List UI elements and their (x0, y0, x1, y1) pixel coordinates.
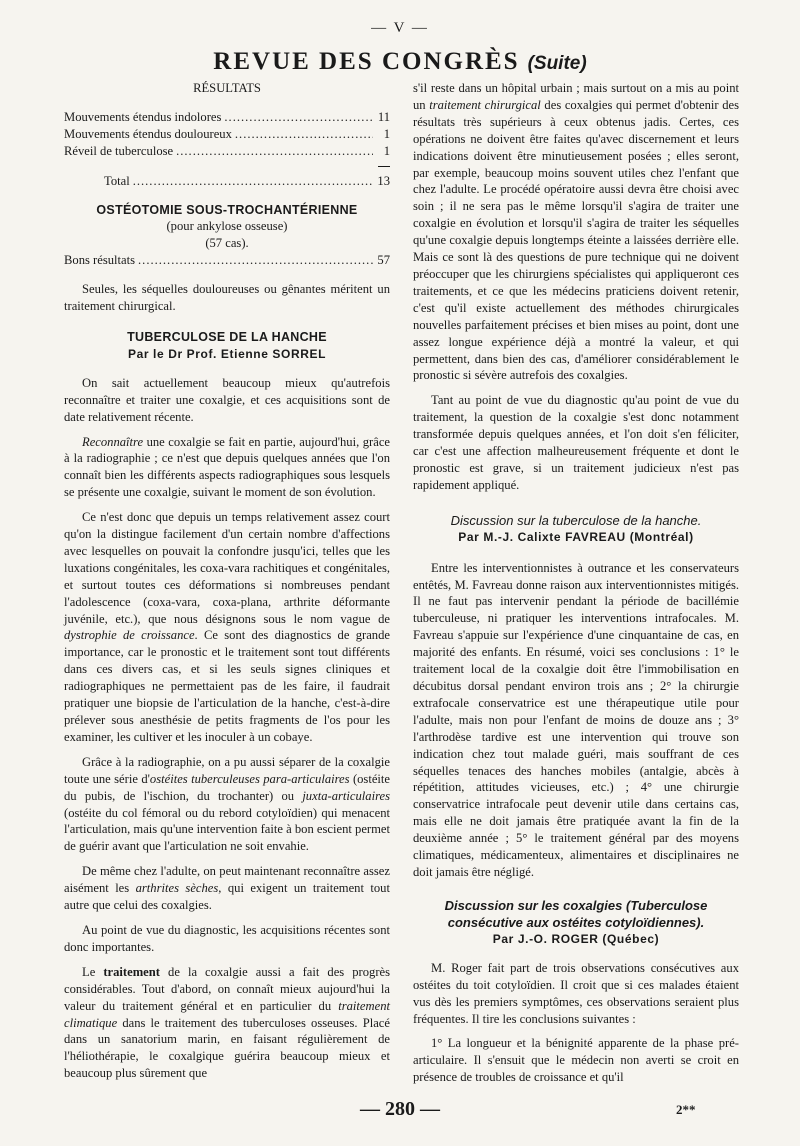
leader-dots (176, 143, 373, 160)
results-row-value: 1 (383, 143, 390, 158)
paragraph (64, 863, 390, 914)
osteotomie-heading: OSTÉOTOMIE SOUS-TROCHANTÉRIENNE (96, 202, 358, 217)
discussion-byline-roger: Par J.-O. ROGER (Québec) (492, 931, 660, 946)
paragraph (64, 754, 390, 855)
text: (ostéite du pubis, de l'ischion, du trochanter) ou (64, 771, 391, 803)
results-total-value: 13 (377, 173, 390, 188)
paragraph (64, 964, 390, 1082)
page-number: — 280 — (360, 1098, 440, 1120)
paragraph: Au point de vue du diagnostic, les acquisitions récentes sont donc importantes. (64, 922, 390, 954)
results-row (64, 126, 390, 143)
paragraph (413, 80, 739, 384)
page-title (0, 48, 800, 76)
text: , qui exigent un traitement tout autre que celui des coxalgies. (64, 881, 390, 913)
tb-heading: TUBERCULOSE DE LA HANCHE (127, 329, 327, 344)
text: une coxalgie se fait en partie, aujourd'hui, grâce à la radiographie ; ce n'est que depuis quelques années que l'on connaît bien les différents aspects radiographiques sous lesquels se présente une coxalgie, suivant le moment de son évolution. (64, 434, 390, 500)
results-row-value: 11 (377, 109, 390, 124)
emphasis: juxta-articulaires (302, 788, 390, 803)
total-rule (378, 166, 390, 167)
paragraph: Seules, les séquelles douloureuses ou gênantes méritent un traitement chirurgical. (64, 282, 390, 314)
leader-dots (133, 173, 373, 190)
emphasis: Reconnaître (82, 434, 144, 449)
text: dans le traitement des tuberculoses osseuses. Placé dans un sanatorium marin, en faisant régulièrement de l'héliothérapie, le coxalgique guérira beaucoup mieux et beaucoup plus sûrement que (64, 1015, 390, 1081)
results-total-row (64, 173, 390, 190)
paragraph: Tant au point de vue du diagnostic qu'au point de vue du traitement, la question de la coxalgie s'est donc notamment transformée depuis quelques années, et l'on doit s'en féliciter, car c'est une affection malheureusement fréquente et dont le pronostic est grave, si un traitement judicieux n'est pas rapidement appliqué. (413, 393, 739, 492)
signature-mark: 2** (676, 1102, 696, 1117)
results-total-label: Total (104, 173, 130, 188)
leader-dots (224, 109, 373, 126)
text: De même chez l'adulte, on peut maintenant reconnaître assez aisément les (64, 864, 390, 896)
results-row-label: Mouvements étendus indolores (64, 109, 222, 124)
paragraph (64, 434, 390, 502)
leader-dots (138, 252, 373, 269)
text: Grâce à la radiographie, on a pu aussi séparer de la coxalgie toute une série d' (64, 754, 390, 786)
emphasis: ostéites tuberculeuses para-articulaires (149, 771, 350, 786)
text: s'il reste dans un hôpital urbain ; mais surtout on a mis au point un (413, 81, 739, 112)
left-column (64, 80, 390, 1090)
osteotomie-sub2: (57 cas). (205, 236, 249, 251)
discussion-byline-favreau: Par M.-J. Calixte FAVREAU (Montréal) (458, 529, 694, 544)
text: Ce n'est donc que depuis un temps relativement assez court qu'on la distingue facilement d'un certain nombre d'affections avec lesquelles on pouvait la confondre jusqu'ici, telles que les luxations congénitales, les coxa-vara rachitiques et congénitales, et surtout toutes ces déformations si nombreuses pendant l'adolescence (coxa-vara, coxa-plana, arthrite déformante juvénile, etc.), que nous désignons sous le nom vague de (64, 510, 390, 626)
emphasis: traitement chirurgical (429, 97, 541, 112)
page-roman-numeral: — V — (371, 20, 429, 36)
text: (ostéite du col fémoral ou du rebord cotyloïdien) qui menacent l'articulation, mais qu'une intervention faite à bon escient permet de guérir avant que l'articulation ne soit envahie. (64, 805, 390, 854)
results-row (64, 109, 390, 126)
osteotomie-row (64, 252, 390, 269)
right-column (413, 80, 739, 1094)
results-row-label: Mouvements étendus douloureux (64, 126, 232, 141)
paragraph: Entre les interventionnistes à outrance et les conservateurs entêtés, M. Favreau donne raison aux interventionnistes mitigés. Il ne faut pas intervenir pendant la période de bacillémie tuberculeuse, ni pratiquer les interventions intrafocales. M. Favreau s'appuie sur l'expérience d'une cinquantaine de cas, en majorité des enfants. En résumé, voici ses conclusions : 1° le traitement local de la coxalgie doit être l'immobilisation en décubitus dorsal pendant environ trois ans ; 2° la chirurgie extrafocale conservatrice est une thérapeutique utile pour l'adulte, mais non pour l'enfant de moins de douze ans ; 3° l'arthrodèse tardive est une intervention qui trouve son indication chez tout malade guéri, mais souffrant de ces séquelles tenaces des hanches mobiles (antalgie, abcès à répétition, attitudes vicieuses, etc.) ; 4° une chirurgie conservatrice intrafocale peut devenir utile dans certains cas, mais elle ne doit jamais être pratiquée avant la fin de la deuxième année ; 5° le traitement général par des moyens climatiques, médicamenteux, alimentaires et disciplinaires ne doit jamais être négligé. (413, 560, 739, 879)
emphasis: traitement climatique (64, 998, 390, 1030)
text: de la coxalgie aussi a fait des progrès considérables. Tout d'abord, on connaît mieux aujourd'hui la valeur du traitement général et en particulier du (64, 964, 391, 1013)
osteotomie-sub1: (pour ankylose osseuse) (166, 219, 288, 234)
discussion-title-roger: Discussion sur les coxalgies (Tuberculose consécutive aux ostéites cotyloïdiennes). (444, 897, 708, 930)
emphasis: arthrites sèches (135, 881, 219, 896)
text: . Ce sont des diagnostics de grande importance, car le pronostic et le traitement sont tout différents dans ces divers cas, et si les seuls signes cliniques et radiographiques ne permettaient pas de les faire, il faudrait pratiquer une biopsie de l'articulation de la hanche, c'est-à-dire prélever sous anesthésie de petits fragments de l'os pour les examiner, les cultiver et les inoculer à un cobaye. (64, 628, 390, 744)
text: des coxalgies qui permet d'obtenir des résultats très supérieurs à ceux obtenus jadis. Certes, ces opérations ne doivent être faites qu'avec discernement et leurs indications doivent être minutieusement posées ; elles seront, par exemple, beaucoup moins souvent utiles chez l'enfant que chez l'adulte. Le procédé opératoire aussi devra être choisi avec soin ; il ne sera pas le même lorsqu'il s'agira de traiter une coxalgie en évolution et lorsqu'il s'agira de traiter les séquelles qu'une coxalgie depuis longtemps éteinte a laissées derrière elle. Mais ce sont là des questions de pure technique qui ne doivent préoccuper que les chirurgiens spécialistes qui appliqueront ces traitements, et ce que les médecins praticiens doivent retenir, c'est qu'il existe actuellement des méthodes chirurgicales nouvelles parfaitement précises et bien mises au point, dont une assez longue expérience déjà a montré la valeur, et qui permettent, dans bien des cas, d'améliorer considérablement le pronostic si sévère autrefois des coxalgies. (413, 97, 739, 383)
results-row-label: Réveil de tuberculose (64, 143, 174, 158)
results-heading: RÉSULTATS (193, 81, 261, 95)
page-title-text: REVUE DES CONGRÈS (213, 48, 520, 75)
osteotomie-row-value: 57 (377, 253, 390, 268)
page-title-suite: (Suite) (527, 53, 587, 74)
discussion-title-favreau: Discussion sur la tuberculose de la hanche. (450, 512, 702, 528)
paragraph (64, 509, 390, 746)
results-row-value: 1 (383, 126, 390, 141)
emphasis: dystrophie de croissance (64, 628, 195, 643)
paragraph: On sait actuellement beaucoup mieux qu'autrefois reconnaître et traiter une coxalgie, et ces acquisitions sont de date relativement récente. (64, 375, 390, 424)
results-row (64, 143, 390, 160)
osteotomie-row-label: Bons résultats (64, 253, 136, 268)
text: Le (82, 964, 104, 979)
paragraph: 1° La longueur et la bénignité apparente de la phase pré-articulaire. Il s'ensuit que le médecin non averti se croit en présence de troubles de croissance et qu'il (413, 1036, 739, 1085)
paragraph: M. Roger fait part de trois observations consécutives aux ostéites du toit cotyloïdien. Il croit que si ces malades étaient vus dès les premiers symptômes, ces observations seraient plus fréquentes. Il tire les conclusions suivantes : (413, 960, 739, 1026)
leader-dots (235, 126, 373, 143)
tb-byline: Par le Dr Prof. Etienne SORREL (127, 346, 327, 361)
bold-text: traitement (103, 964, 160, 979)
